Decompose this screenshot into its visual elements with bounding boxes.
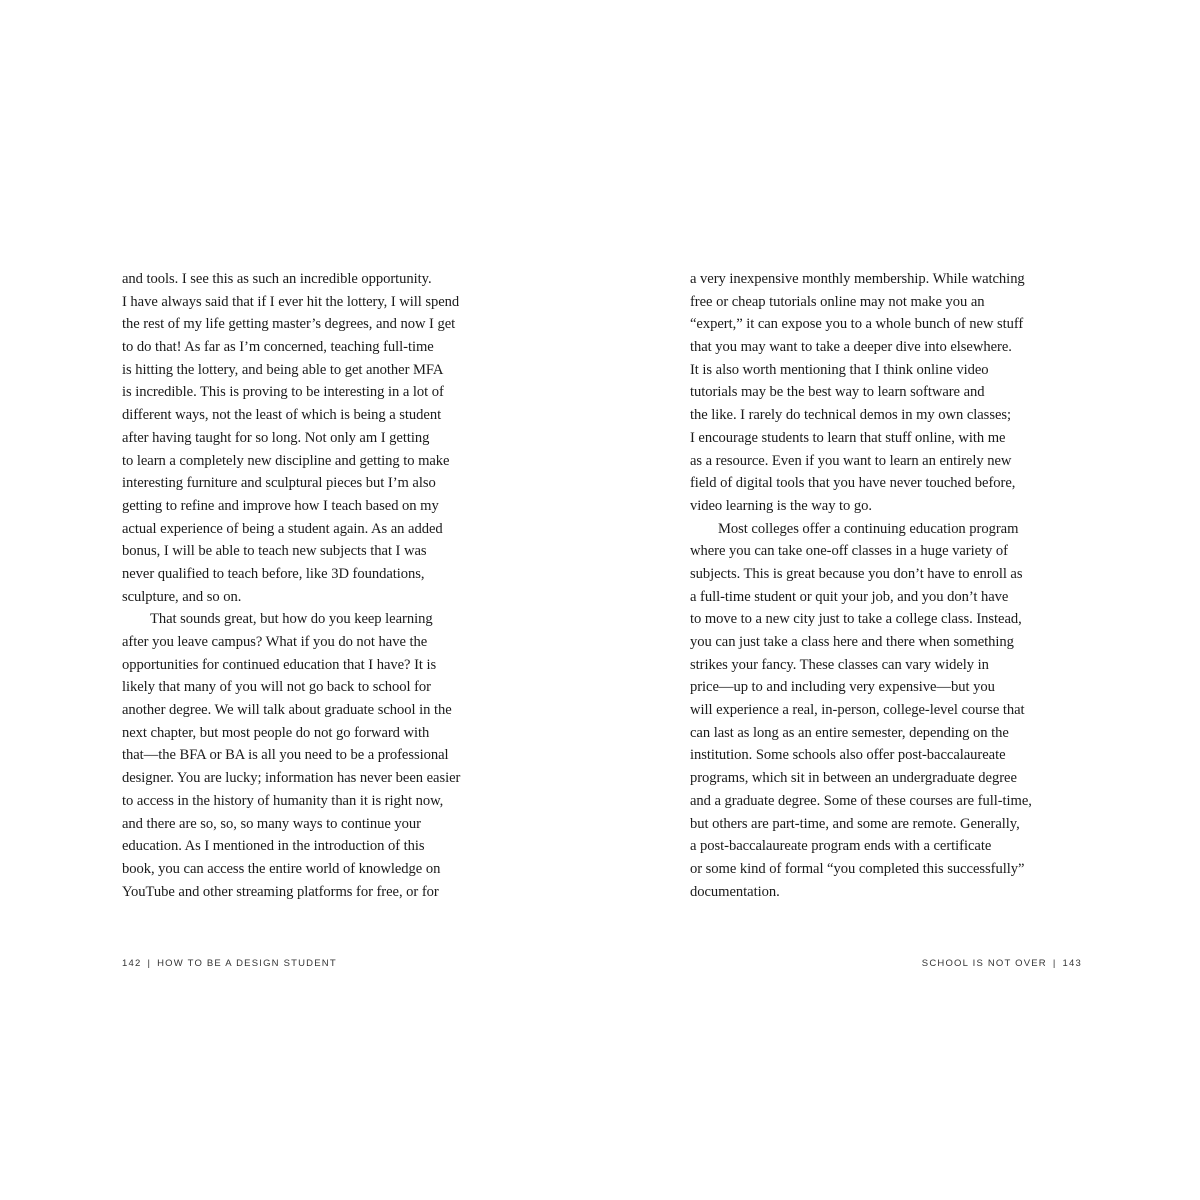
text-line: opportunities for continued education that I have? It is <box>122 656 437 673</box>
right-page <box>676 268 1086 903</box>
text-line: and there are so, so, so many ways to continue your <box>122 815 421 832</box>
text-line: Most colleges offer a continuing education program <box>718 520 1019 537</box>
text-line: to access in the history of humanity than it is right now, <box>122 792 444 809</box>
text-line: or some kind of formal “you completed this successfully” <box>690 860 1025 877</box>
text-line: YouTube and other streaming platforms for free, or for <box>122 883 439 900</box>
right-page-body <box>676 268 1086 903</box>
text-line: It is also worth mentioning that I think online video <box>690 361 989 378</box>
text-line: that you may want to take a deeper dive into elsewhere. <box>690 339 1012 356</box>
text-line: where you can take one-off classes in a huge variety of <box>690 543 1008 560</box>
text-line: never qualified to teach before, like 3D foundations, <box>122 565 425 582</box>
text-line: sculpture, and so on. <box>122 588 242 605</box>
text-line: institution. Some schools also offer post-baccalaureate <box>690 747 1006 764</box>
text-line: as a resource. Even if you want to learn an entirely new <box>690 452 1012 469</box>
left-page <box>122 268 532 903</box>
folio-separator: | <box>1052 958 1057 969</box>
text-line: field of digital tools that you have never touched before, <box>690 475 1016 492</box>
text-line: but others are part-time, and some are remote. Generally, <box>690 815 1020 832</box>
text-line: book, you can access the entire world of knowledge on <box>122 860 441 877</box>
text-line: and a graduate degree. Some of these courses are full-time, <box>690 792 1032 809</box>
text-line: is hitting the lottery, and being able to get another MFA <box>122 361 444 378</box>
text-line: That sounds great, but how do you keep learning <box>150 611 433 628</box>
text-line: and tools. I see this as such an incredible opportunity. <box>122 271 432 287</box>
text-line: actual experience of being a student again. As an added <box>122 520 443 537</box>
text-line: can last as long as an entire semester, depending on the <box>690 724 1009 741</box>
left-running-head: HOW TO BE A DESIGN STUDENT <box>157 958 337 969</box>
text-line: designer. You are lucky; information has never been easier <box>122 770 461 787</box>
right-page-number: 143 <box>1062 958 1082 969</box>
folio-separator: | <box>147 958 152 969</box>
text-line: education. As I mentioned in the introduction of this <box>122 838 425 855</box>
text-line: you can just take a class here and there when something <box>690 634 1014 650</box>
text-line: to learn a completely new discipline and getting to make <box>122 452 450 469</box>
text-line: programs, which sit in between an undergraduate degree <box>690 770 1017 787</box>
right-folio <box>922 958 1082 969</box>
text-line: free or cheap tutorials online may not make you an <box>690 293 985 310</box>
text-line: likely that many of you will not go back to school for <box>122 679 431 696</box>
text-line: after having taught for so long. Not only am I getting <box>122 429 430 446</box>
text-line: next chapter, but most people do not go forward with <box>122 724 430 741</box>
text-line: tutorials may be the best way to learn software and <box>690 384 985 401</box>
text-line: the rest of my life getting master’s degrees, and now I get <box>122 316 456 333</box>
text-line: a full-time student or quit your job, and you don’t have <box>690 588 1009 605</box>
right-running-head: SCHOOL IS NOT OVER <box>921 958 1047 969</box>
text-line: a very inexpensive monthly membership. While watching <box>690 271 1025 287</box>
text-line: another degree. We will talk about graduate school in the <box>122 702 452 719</box>
text-line: I encourage students to learn that stuff online, with me <box>690 429 1006 446</box>
text-line: that—the BFA or BA is all you need to be a professional <box>122 747 449 764</box>
text-line: getting to refine and improve how I teach based on my <box>122 497 439 514</box>
text-line: interesting furniture and sculptural pieces but I’m also <box>122 475 436 492</box>
text-line: a post-baccalaureate program ends with a certificate <box>690 838 992 855</box>
text-line: bonus, I will be able to teach new subjects that I was <box>122 543 427 560</box>
text-line: strikes your fancy. These classes can vary widely in <box>690 656 989 673</box>
text-line: the like. I rarely do technical demos in my own classes; <box>690 407 1012 424</box>
text-line: subjects. This is great because you don’t have to enroll as <box>690 565 1023 582</box>
text-line: to move to a new city just to take a college class. Instead, <box>690 611 1022 628</box>
text-line: different ways, not the least of which is being a student <box>122 407 442 424</box>
left-folio <box>122 958 337 969</box>
text-line: price—up to and including very expensive—but you <box>690 679 995 696</box>
text-line: will experience a real, in-person, college-level course that <box>690 702 1025 719</box>
text-line: “expert,” it can expose you to a whole bunch of new stuff <box>690 316 1024 333</box>
left-page-number: 142 <box>122 958 142 969</box>
text-line: after you leave campus? What if you do not have the <box>122 634 428 650</box>
text-line: video learning is the way to go. <box>690 497 872 514</box>
left-page-body <box>122 268 532 903</box>
text-line: to do that! As far as I’m concerned, teaching full-time <box>122 339 434 356</box>
text-line: documentation. <box>690 883 780 900</box>
text-line: is incredible. This is proving to be interesting in a lot of <box>122 384 444 401</box>
text-line: I have always said that if I ever hit the lottery, I will spend <box>122 293 460 310</box>
